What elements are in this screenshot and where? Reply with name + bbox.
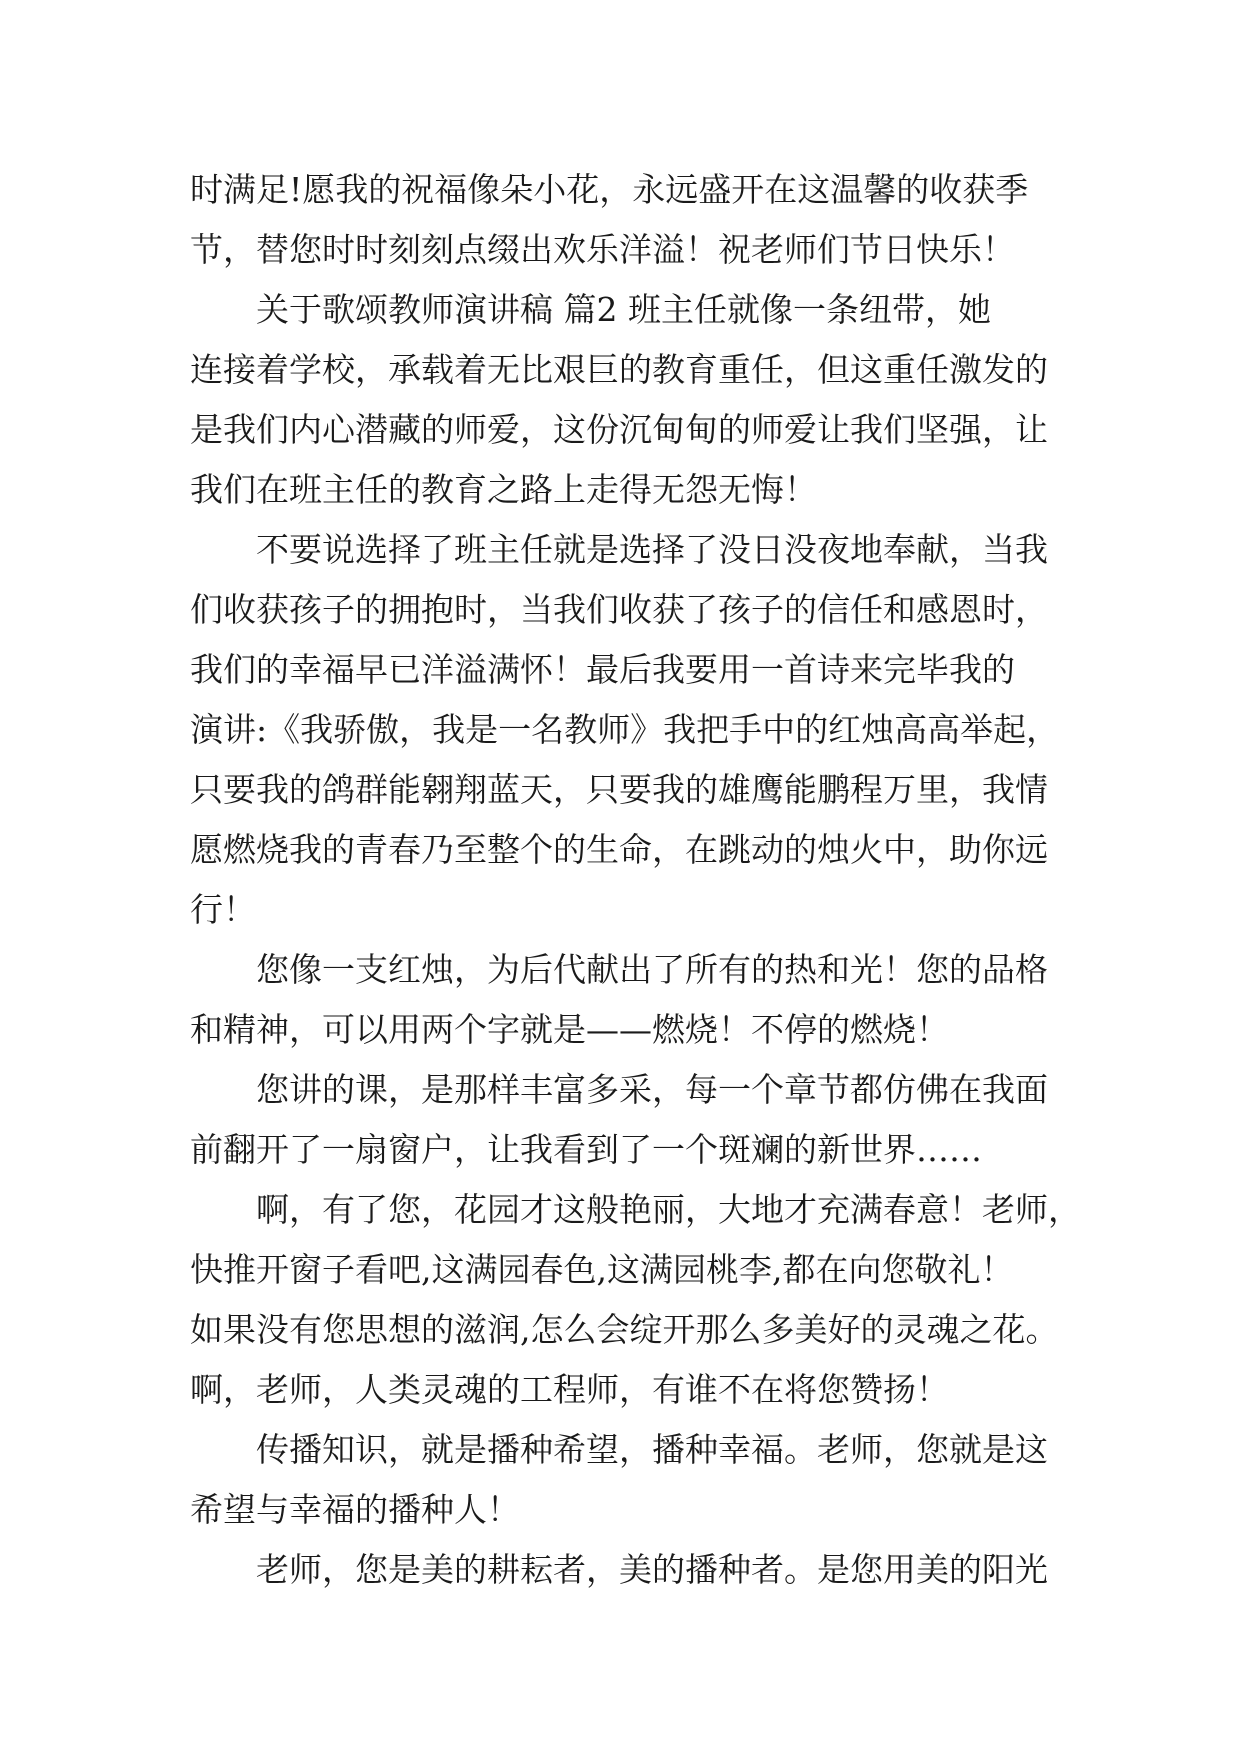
text-line: 我们的幸福早已洋溢满怀！最后我要用一首诗来完毕我的 (190, 650, 1015, 689)
text-line: 如果没有您思想的滋润,怎么会绽开那么多美好的灵魂之花。 (190, 1310, 1059, 1349)
text-line: 和精神，可以用两个字就是——燃烧！不停的燃烧！ (190, 1010, 949, 1049)
text-line: 愿燃烧我的青春乃至整个的生命，在跳动的烛火中，助你远 (190, 830, 1048, 869)
text-line: 传播知识，就是播种希望，播种幸福。老师，您就是这 (256, 1430, 1048, 1469)
text-line: 们收获孩子的拥抱时，当我们收获了孩子的信任和感恩时， (190, 590, 1048, 629)
text-line: 您像一支红烛，为后代献出了所有的热和光！您的品格 (256, 950, 1048, 989)
text-line: 连接着学校，承载着无比艰巨的教育重任，但这重任激发的 (190, 350, 1048, 389)
text-line: 快推开窗子看吧,这满园春色,这满园桃李,都在向您敬礼！ (190, 1250, 1014, 1289)
text-line: 您讲的课，是那样丰富多采，每一个章节都仿佛在我面 (256, 1070, 1048, 1109)
text-line: 啊，老师，人类灵魂的工程师，有谁不在将您赞扬！ (190, 1370, 949, 1409)
text-line: 不要说选择了班主任就是选择了没日没夜地奉献，当我 (256, 530, 1048, 569)
text-line: 前翻开了一扇窗户，让我看到了一个斑斓的新世界…… (190, 1130, 982, 1169)
text-line: 啊，有了您，花园才这般艳丽，大地才充满春意！老师， (256, 1190, 1081, 1229)
text-line: 只要我的鸽群能翱翔蓝天，只要我的雄鹰能鹏程万里，我情 (190, 770, 1048, 809)
text-line: 行！ (190, 890, 256, 929)
text-line: 老师，您是美的耕耘者，美的播种者。是您用美的阳光 (256, 1550, 1048, 1589)
text-line: 是我们内心潜藏的师爱，这份沉甸甸的师爱让我们坚强，让 (190, 410, 1048, 449)
text-line: 关于歌颂教师演讲稿 篇2 班主任就像一条纽带，她 (256, 290, 991, 329)
text-line: 演讲:《我骄傲，我是一名教师》我把手中的红烛高高举起， (190, 710, 1060, 749)
text-line: 时满足!愿我的祝福像朵小花，永远盛开在这温馨的收获季 (190, 170, 1029, 209)
text-line: 希望与幸福的播种人！ (190, 1490, 520, 1529)
body-text (190, 160, 1081, 1600)
text-line: 我们在班主任的教育之路上走得无怨无悔！ (190, 470, 817, 509)
text-line: 节，替您时时刻刻点缀出欢乐洋溢！祝老师们节日快乐！ (190, 230, 1015, 269)
